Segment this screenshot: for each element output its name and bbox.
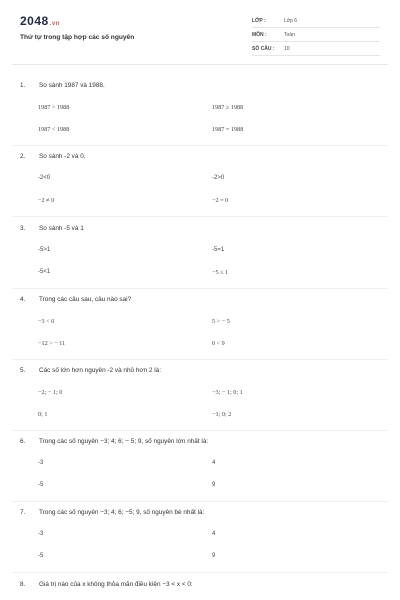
option-a[interactable]: -3 [38,531,44,537]
question-stem [20,82,105,89]
option-b[interactable]: −3; − 1; 0; 1 [212,389,243,396]
option-b[interactable]: 5 > − 5 [212,318,230,325]
question-divider [12,430,388,431]
meta-value-subject: Toán [284,32,295,38]
option-d[interactable]: −2 = 0 [212,197,229,204]
meta-label-count: SỐ CÂU : [252,46,275,52]
option-a[interactable]: −2; − 1; 0 [38,389,63,396]
option-c[interactable]: 0; 1 [38,411,48,418]
option-c[interactable]: -5 [38,482,44,488]
option-b[interactable]: -5=1 [212,247,225,253]
question-text: Trong các số nguyên −3; 4; 6; − 5; 9, số nguyên lớn nhất là: [39,438,209,445]
option-b[interactable]: -2>0 [212,175,225,181]
option-c[interactable]: −12 > − 11 [38,340,66,347]
question-text: So sánh -5 và 1 [39,225,84,232]
question-divider [12,501,388,502]
question-divider [12,359,388,360]
question-divider [12,572,388,573]
question-text: So sánh -2 và 0. [39,153,86,160]
question-number: 7. [20,509,26,516]
question-divider [12,216,388,217]
option-a[interactable]: 1987 > 1988 [38,104,70,111]
question-stem [20,509,204,516]
question-text: Trong các số nguyên −3; 4; 6; −5; 9, số nguyên bé nhất là: [39,509,205,516]
option-c[interactable]: -5 [38,553,44,559]
question-number: 4. [20,296,26,303]
header-divider [12,64,388,65]
option-c[interactable]: −2 ≠ 0 [38,197,55,204]
option-d[interactable]: −5 ≤ 1 [212,269,229,276]
site-logo[interactable] [20,14,60,28]
option-a[interactable]: -3 [38,460,44,466]
meta-value-class: Lớp 6 [284,18,298,24]
meta-panel [252,15,380,57]
option-b[interactable]: 1987 ≥ 1988 [212,104,244,111]
page-title: Thứ tự trong tập hợp các số nguyên [20,34,135,41]
question-stem [20,367,161,374]
option-c[interactable]: -5<1 [38,269,51,275]
option-c[interactable]: 1987 < 1988 [38,126,70,133]
option-a[interactable]: -5>1 [38,247,51,253]
option-d[interactable]: −1; 0; 2 [212,411,232,418]
question-stem [20,438,208,445]
question-text: Giá trị nào của x không thỏa mãn điều kiện −3 < x < 0: [39,581,193,588]
question-divider [12,288,388,289]
option-d[interactable]: 0 < 9 [212,340,225,347]
option-d[interactable]: 1987 = 1988 [212,126,244,133]
question-number: 8. [20,581,26,588]
question-text: So sánh 1987 và 1988. [39,82,105,89]
question-stem [20,153,86,160]
question-number: 5. [20,367,26,374]
option-a[interactable]: -2<0 [38,175,51,181]
meta-row-class [252,15,380,28]
meta-row-subject [252,29,380,42]
meta-value-count: 10 [284,46,290,52]
option-d[interactable]: 9 [212,553,216,559]
question-divider [12,145,388,146]
question-number: 1. [20,82,26,89]
option-b[interactable]: 4 [212,460,216,466]
question-text: Trong các câu sau, câu nào sai? [39,296,132,303]
meta-label-class: LỚP : [252,18,266,24]
question-stem [20,225,84,232]
logo-suffix: .vn [49,21,60,27]
question-text: Các số lớn hơn nguyên -2 và nhỏ hơn 2 là: [39,367,161,374]
option-b[interactable]: 4 [212,531,216,537]
meta-label-subject: MÔN : [252,32,267,38]
question-stem [20,296,131,303]
page-header [0,0,400,62]
meta-row-count [252,43,380,56]
option-a[interactable]: −3 < 0 [38,318,55,325]
question-number: 2. [20,153,26,160]
logo-text: 2048 [20,14,49,28]
question-number: 6. [20,438,26,445]
option-d[interactable]: 9 [212,482,216,488]
question-stem [20,581,193,588]
question-number: 3. [20,225,26,232]
